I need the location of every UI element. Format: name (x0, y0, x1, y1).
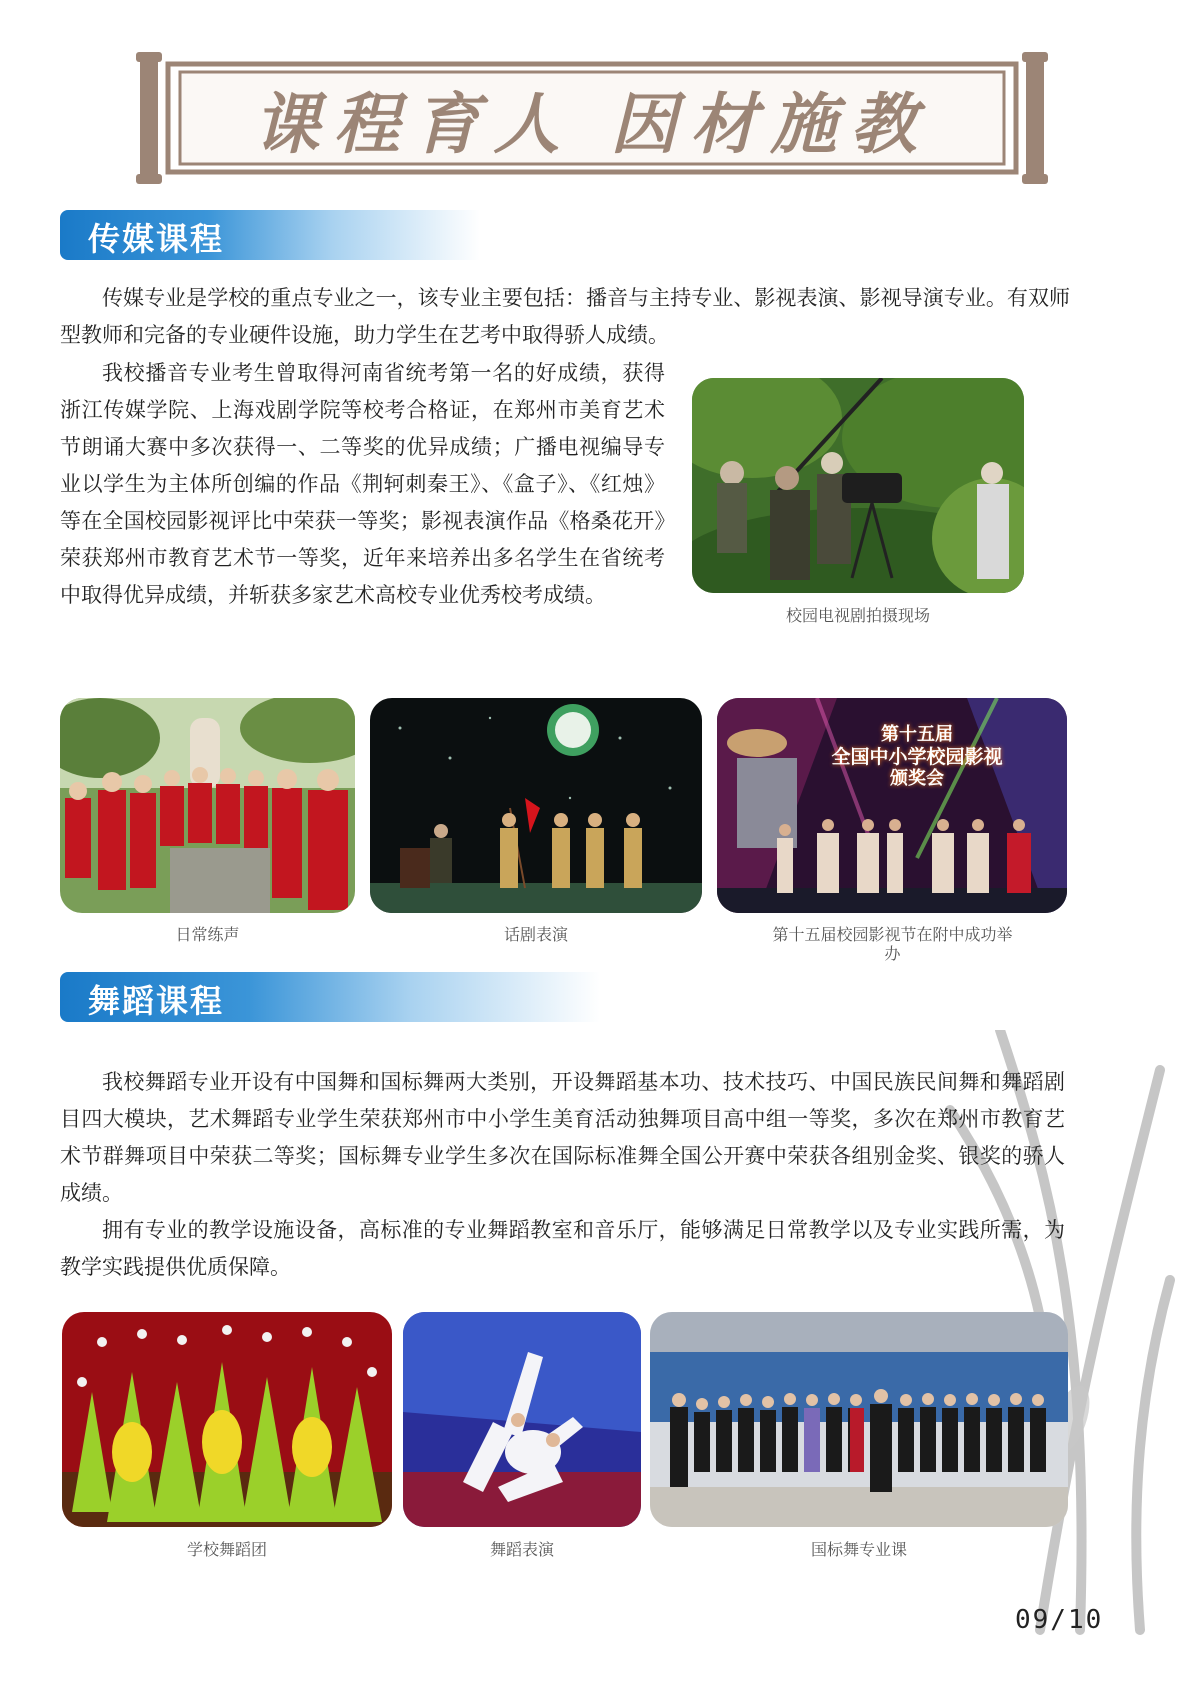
dance-troupe-photo (62, 1312, 392, 1527)
dance-section-heading (60, 972, 600, 1022)
festival-backdrop-text (777, 724, 1057, 790)
dance-performance-caption: 舞蹈表演 (489, 1540, 554, 1559)
media-heading-text: 传媒课程 (88, 220, 225, 258)
drama-performance-caption: 话剧表演 (503, 925, 568, 944)
drama-performance-photo (370, 698, 702, 913)
ballroom-class-photo (650, 1312, 1068, 1527)
media-achievements-text: 我校播音专业考生曾取得河南省统考第一名的好成绩，获得浙江传媒学院、上海戏剧学院等校考合格证，在郑州市美育艺术节朗诵大赛中多次获得一、二等奖的优异成绩；广播电视编导专业以学生为主体所创编的作品《荆轲刺秦王》、《盒子》、《红烛》等在全国校园影视评比中荣获一等奖；影视表演作品《格桑花开》荣获郑州市教育艺术节一等奖，近年来培养出多名学生在省统考中取得优异成绩，并斩获多家艺术高校专业优秀校考成绩。 (60, 361, 665, 607)
filming-scene-caption: 校园电视剧拍摄现场 (785, 606, 930, 625)
voice-practice-caption: 日常练声 (175, 925, 240, 944)
media-intro-paragraph (60, 280, 1070, 354)
dance-heading-text: 舞蹈课程 (88, 982, 225, 1020)
dance-intro-text: 我校舞蹈专业开设有中国舞和国标舞两大类别，开设舞蹈基本功、技术技巧、中国民族民间舞和舞蹈剧目四大模块，艺术舞蹈专业学生荣获郑州市中小学生美育活动独舞项目高中组一等奖，多次在郑州市教育艺术节群舞项目中荣获二等奖；国标舞专业学生多次在国际标准舞全国公开赛中荣获各组别金奖、银奖的骄人成绩。 (60, 1070, 1065, 1205)
festival-line-2: 全国中小学校园影视 (831, 746, 1003, 768)
filming-scene-photo (692, 378, 1024, 593)
dance-facilities-text: 拥有专业的教学设施设备，高标准的专业舞蹈教室和音乐厅，能够满足日常教学以及专业实践所需，为教学实践提供优质保障。 (60, 1218, 1065, 1279)
dance-performance-photo (403, 1312, 641, 1527)
title-scroll-banner (132, 48, 1052, 188)
voice-practice-photo (60, 698, 355, 913)
media-achievements-paragraph (60, 355, 665, 614)
film-festival-photo (717, 698, 1067, 913)
media-intro-text: 传媒专业是学校的重点专业之一，该专业主要包括：播音与主持专业、影视表演、影视导演专业。有双师型教师和完备的专业硬件设施，助力学生在艺考中取得骄人成绩。 (60, 286, 1070, 347)
film-festival-caption: 第十五届校园影视节在附中成功举办 (772, 925, 1013, 963)
ballroom-class-caption: 国标舞专业课 (810, 1540, 907, 1559)
dance-intro-paragraph (60, 1064, 1065, 1286)
festival-line-3: 颁奖会 (890, 768, 944, 789)
media-section-heading (60, 210, 480, 260)
festival-line-1: 第十五届 (881, 724, 953, 745)
page-number: 09/10 (1015, 1605, 1104, 1635)
banner-title: 课程育人 因材施教 (253, 84, 931, 163)
dance-troupe-caption: 学校舞蹈团 (186, 1540, 267, 1559)
